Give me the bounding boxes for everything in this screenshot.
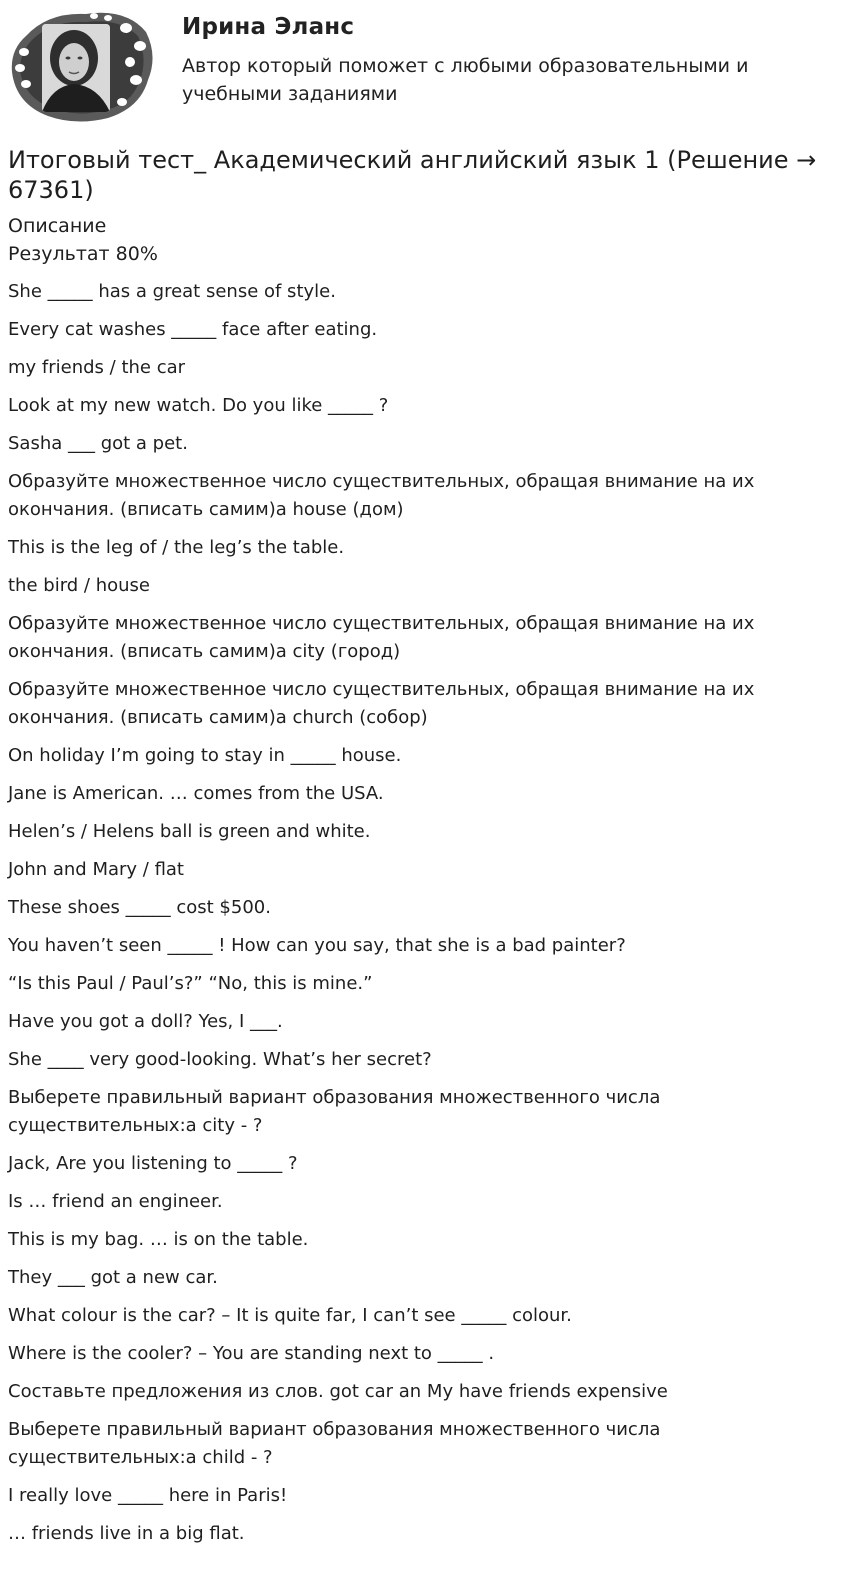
question-item: Выберете правильный вариант образования множественного числа существительных:a city - ? <box>8 1087 661 1136</box>
question-item: What colour is the car? – It is quite far, I can’t see _____ colour. <box>8 1305 572 1326</box>
author-avatar[interactable] <box>8 6 158 126</box>
author-block <box>8 6 838 128</box>
question-item: John and Mary / flat <box>8 859 184 880</box>
description-label: Описание <box>8 215 107 237</box>
page-title: Итоговый тест_ Академический английский язык 1 (Решение → 67361) <box>8 146 817 204</box>
question-item: the bird / house <box>8 575 150 596</box>
question-item: This is my bag. … is on the table. <box>8 1229 309 1250</box>
question-item: “Is this Paul / Paul’s?” “No, this is mine.” <box>8 973 373 994</box>
question-item: I really love _____ here in Paris! <box>8 1485 288 1506</box>
question-item: Образуйте множественное число существительных, обращая внимание на их окончания. (вписать самим)a house (дом) <box>8 471 755 520</box>
question-item: Look at my new watch. Do you like _____ ? <box>8 395 389 416</box>
question-item: Jane is American. … comes from the USA. <box>8 783 384 804</box>
question-item: Образуйте множественное число существительных, обращая внимание на их окончания. (вписать самим)a city (город) <box>8 613 755 662</box>
question-item: They ___ got a new car. <box>8 1267 218 1288</box>
result-text: Результат 80% <box>8 243 158 265</box>
question-item: Where is the cooler? – You are standing next to _____ . <box>8 1343 495 1364</box>
question-item: This is the leg of / the leg’s the table. <box>8 537 345 558</box>
question-item: Образуйте множественное число существительных, обращая внимание на их окончания. (вписать самим)a church (собор) <box>8 679 755 728</box>
description-block <box>8 212 158 268</box>
question-item: Выберете правильный вариант образования множественного числа существительных:a child - ? <box>8 1419 661 1468</box>
author-description: Автор который поможет с любыми образовательными и учебными заданиями <box>182 55 749 105</box>
film-reel-avatar-image <box>8 6 158 126</box>
question-item: … friends live in a big flat. <box>8 1523 245 1544</box>
question-item: She ____ very good-looking. What’s her secret? <box>8 1049 432 1070</box>
question-item: Every cat washes _____ face after eating. <box>8 319 378 340</box>
question-item: Is … friend an engineer. <box>8 1191 223 1212</box>
question-item: Jack, Are you listening to _____ ? <box>8 1153 298 1174</box>
question-list <box>8 278 828 1558</box>
question-item: Sasha ___ got a pet. <box>8 433 188 454</box>
question-item: These shoes _____ cost $500. <box>8 897 271 918</box>
question-item: Составьте предложения из слов. got car an My have friends expensive <box>8 1381 668 1402</box>
question-item: On holiday I’m going to stay in _____ house. <box>8 745 402 766</box>
question-item: my friends / the car <box>8 357 186 378</box>
question-item: You haven’t seen _____ ! How can you say, that she is a bad painter? <box>8 935 626 956</box>
question-item: She _____ has a great sense of style. <box>8 281 336 302</box>
question-item: Helen’s / Helens ball is green and white. <box>8 821 371 842</box>
question-item: Have you got a doll? Yes, I ___. <box>8 1011 283 1032</box>
author-name[interactable]: Ирина Эланс <box>182 14 355 40</box>
